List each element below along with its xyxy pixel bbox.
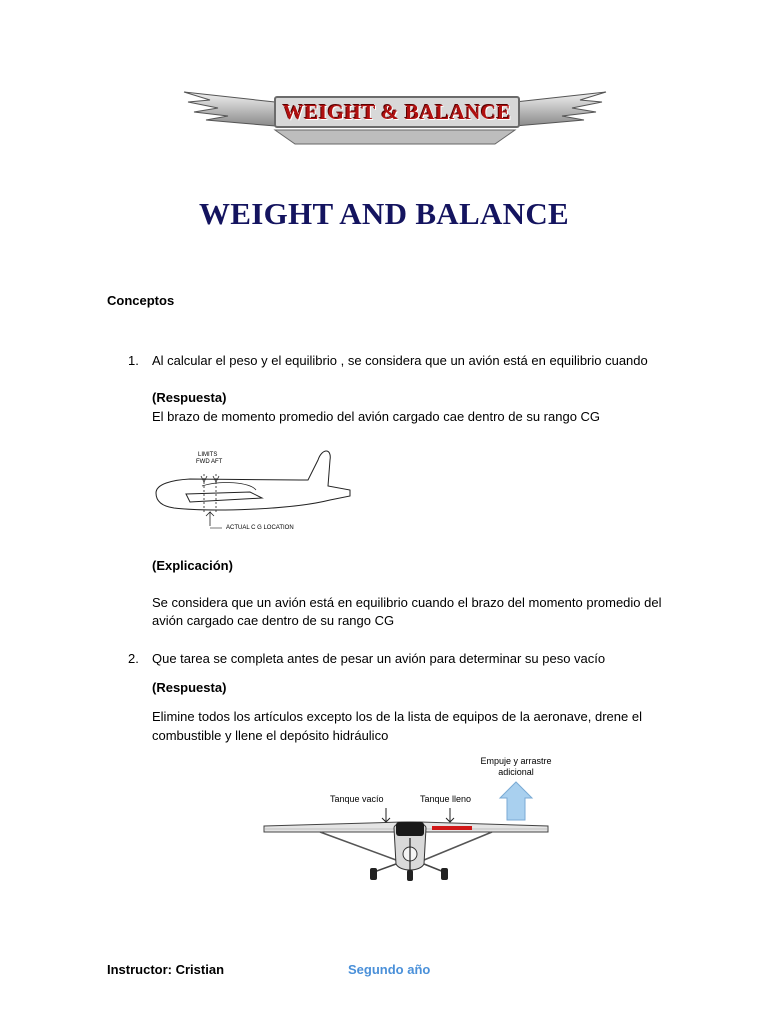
fwd-aft-label: FWD AFT <box>196 459 223 465</box>
full-tank-label: Tanque lleno <box>420 794 472 804</box>
airplane-front-diagram <box>260 752 560 887</box>
empty-tank-label: Tanque vacío <box>330 794 384 804</box>
extra-thrust-line1: Empuje y arrastre <box>480 756 552 766</box>
question-text: Que tarea se completa antes de pesar un avión para determinar su peso vacío <box>152 651 606 666</box>
explanation-label: (Explicación) <box>152 558 233 573</box>
arrow-up-icon <box>500 782 532 820</box>
footer-year: Segundo año <box>348 962 431 977</box>
question-text: Al calcular el peso y el equilibrio , se considera que un avión está en equilibrio cuando <box>152 353 648 368</box>
section-heading: Conceptos <box>107 293 175 308</box>
cg-location-diagram <box>150 446 360 538</box>
extra-thrust-label <box>474 756 558 778</box>
question-number: 1. <box>128 353 139 368</box>
answer-text: El brazo de momento promedio del avión cargado cae dentro de su rango CG <box>152 409 601 424</box>
question-number: 2. <box>128 651 139 666</box>
footer-instructor: Instructor: Cristian <box>107 962 225 977</box>
logo-text: WEIGHT & BALANCE <box>274 96 520 128</box>
weight-balance-logo <box>180 86 610 150</box>
answer-text-line2: combustible y llene el depósito hidráulico <box>152 728 389 743</box>
answer-label: (Respuesta) <box>152 390 227 405</box>
limits-label: LIMITS <box>198 452 218 458</box>
answer-label: (Respuesta) <box>152 680 227 695</box>
page-title: WEIGHT AND BALANCE <box>198 196 569 231</box>
explanation-text-line2: avión cargado cae dentro de su rango CG <box>152 613 395 628</box>
answer-text-line1: Elimine todos los artículos excepto los de la lista de equipos de la aeronave, drene el <box>152 709 642 724</box>
explanation-text-line1: Se considera que un avión está en equilibrio cuando el brazo del momento promedio del <box>152 595 662 610</box>
extra-thrust-line2: adicional <box>498 767 534 777</box>
actual-cg-label: ACTUAL C G LOCATION <box>226 525 294 531</box>
